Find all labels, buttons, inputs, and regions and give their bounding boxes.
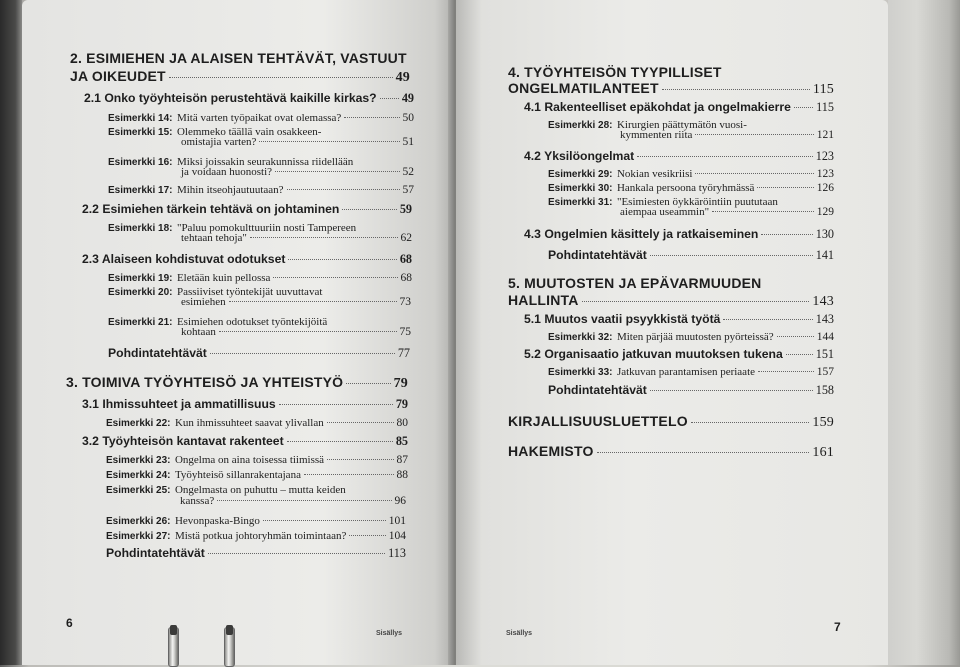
toc-entry-example-18[interactable] (181, 232, 412, 244)
page-number: 68 (400, 272, 412, 284)
page-number: 121 (816, 129, 834, 141)
page-number: 123 (815, 149, 834, 163)
example-text: Miten pärjää muutosten pyörteissä? (616, 331, 774, 343)
toc-entry-5-2[interactable] (524, 347, 834, 362)
toc-entry-pohdinta-5[interactable] (548, 383, 834, 398)
toc-entry-3-1[interactable] (82, 397, 408, 412)
toc-entry-example-28[interactable] (620, 129, 834, 141)
toc-entry-example-27[interactable] (106, 526, 406, 544)
example-label: Esimerkki 28: (548, 120, 613, 131)
example-text: esimiehen (181, 296, 226, 308)
example-label: Esimerkki 19: (108, 273, 173, 284)
example-text: tehtaan tehoja" (181, 232, 247, 244)
example-text: omistajia varten? (181, 136, 257, 148)
binder-clip (224, 627, 235, 667)
section-label: Pohdintatehtävät (548, 383, 647, 397)
chapter-4-title-line2: ONGELMATILANTEET (508, 80, 659, 96)
toc-entry-example-20[interactable] (181, 296, 411, 308)
example-text: Eletään kuin pellossa (176, 272, 271, 284)
toc-entry-4-2[interactable] (524, 149, 834, 164)
example-text: Jatkuvan parantamisen periaate (616, 366, 756, 378)
right-page (456, 0, 888, 665)
page-folio: 7 (834, 620, 841, 634)
example-label: Esimerkki 20: (108, 287, 173, 298)
page-number: 115 (812, 82, 834, 97)
toc-entry-pohdinta-2[interactable] (108, 346, 410, 361)
section-label: Pohdintatehtävät (108, 346, 207, 360)
example-text: Passiiviset työntekijät uuvuttavat (176, 286, 323, 298)
example-label: Esimerkki 17: (108, 185, 173, 196)
toc-entry-example-33[interactable] (548, 362, 834, 380)
toc-entry-pohdinta-3[interactable] (106, 546, 406, 561)
example-label: Esimerkki 25: (106, 485, 171, 496)
toc-entry-2-2[interactable] (82, 202, 412, 217)
page-number: 52 (402, 166, 414, 178)
dot-leader (650, 255, 813, 256)
dot-leader (279, 404, 393, 405)
section-label: 4.1 Rakenteelliset epäkohdat ja ongelmakierre (524, 100, 791, 114)
page-number: 49 (395, 70, 410, 85)
example-label: Esimerkki 33: (548, 367, 613, 378)
running-head: Sisällys (376, 630, 403, 637)
page-number: 68 (399, 252, 412, 266)
section-label: 3.2 Työyhteisön kantavat rakenteet (82, 434, 284, 448)
example-text: Miksi joissakin seurakunnissa riidellään (176, 156, 354, 168)
example-text: kymmenten riita (620, 129, 693, 141)
page-number: 126 (816, 182, 834, 194)
page-number: 104 (388, 530, 406, 542)
page-number: 73 (399, 296, 411, 308)
example-text: "Paluu pomokulttuuriin nosti Tampereen (176, 222, 357, 234)
toc-entry-example-32[interactable] (548, 327, 834, 345)
toc-entry-example-25[interactable] (180, 495, 406, 507)
toc-entry-5-1[interactable] (524, 312, 834, 327)
running-head: Sisällys (506, 630, 533, 637)
chapter-2-title-line1: 2. ESIMIEHEN JA ALAISEN TEHTÄVÄT, VASTUUT (70, 50, 407, 66)
toc-entry-2-1[interactable] (84, 91, 414, 106)
example-text: kohtaan (181, 326, 216, 338)
example-text: aiempaa useammin" (620, 206, 710, 218)
toc-entry-example-22[interactable] (106, 413, 408, 431)
page-number: 113 (388, 546, 406, 560)
example-text: Kirurgien päättymätön vuosi- (616, 119, 747, 131)
page-number: 49 (401, 91, 414, 105)
dot-leader (304, 474, 394, 475)
left-page (22, 0, 452, 665)
chapter-5-title-line1: 5. MUUTOSTEN JA EPÄVARMUUDEN (508, 275, 762, 291)
section-label: 2.1 Onko työyhteisön perustehtävä kaikille kirkas? (84, 91, 377, 105)
toc-entry-2-3[interactable] (82, 252, 412, 267)
example-text: Kun ihmissuhteet saavat ylivallan (174, 417, 324, 429)
dot-leader (210, 353, 395, 354)
dot-leader (229, 301, 397, 302)
toc-entry-4-1[interactable] (524, 100, 834, 115)
dot-leader (287, 441, 393, 442)
section-label: KIRJALLISUUSLUETTELO (508, 413, 688, 429)
page-number: 101 (388, 515, 406, 527)
toc-entry-example-15[interactable] (181, 136, 414, 148)
page-number: 144 (816, 331, 834, 343)
example-text: Hankala persoona työryhmässä (616, 182, 755, 194)
toc-entry-example-31[interactable] (620, 206, 834, 218)
dot-leader (637, 156, 813, 157)
example-label: Esimerkki 15: (108, 127, 173, 138)
toc-entry-chapter-3[interactable] (66, 374, 408, 392)
section-label: 5.2 Organisaatio jatkuvan muutoksen tukena (524, 347, 783, 361)
example-text: "Esimiesten öykkäröintiin puututaan (616, 196, 778, 208)
page-number: 161 (812, 445, 834, 460)
page-number: 62 (400, 232, 412, 244)
section-label: 2.3 Alaiseen kohdistuvat odotukset (82, 252, 286, 266)
example-label: Esimerkki 24: (106, 470, 171, 481)
book-cover-edge (0, 0, 22, 665)
example-label: Esimerkki 32: (548, 332, 613, 343)
example-label: Esimerkki 29: (548, 169, 613, 180)
dot-leader (662, 89, 810, 90)
dot-leader (287, 189, 400, 190)
dot-leader (169, 77, 393, 78)
dot-leader (712, 211, 814, 212)
example-text: Mistä potkua johtoryhmän toimintaan? (174, 530, 347, 542)
section-label: 5.1 Muutos vaatii psyykkistä työtä (524, 312, 721, 326)
example-text: Nokian vesikriisi (616, 168, 693, 180)
page-number: 50 (402, 112, 414, 124)
page-number: 115 (816, 100, 834, 114)
page-number: 75 (399, 326, 411, 338)
toc-entry-chapter-4[interactable] (508, 80, 834, 98)
example-label: Esimerkki 21: (108, 317, 173, 328)
page-number: 80 (396, 417, 408, 429)
toc-entry-chapter-2[interactable] (70, 68, 410, 86)
section-label: HAKEMISTO (508, 443, 594, 459)
example-text: Esimiehen odotukset työntekijöitä (176, 316, 328, 328)
toc-entry-kirjallisuusluettelo[interactable] (508, 413, 834, 431)
page-number: 79 (395, 397, 408, 411)
example-label: Esimerkki 26: (106, 516, 171, 527)
page-number: 77 (397, 346, 410, 360)
page-number: 143 (812, 294, 834, 309)
dot-leader (695, 134, 813, 135)
dot-leader (327, 422, 394, 423)
page-number: 57 (402, 184, 414, 196)
dot-leader (288, 259, 396, 260)
dot-leader (582, 301, 810, 302)
dot-leader (349, 535, 385, 536)
page-number: 88 (396, 469, 408, 481)
toc-entry-example-16[interactable] (181, 166, 414, 178)
example-label: Esimerkki 31: (548, 197, 613, 208)
page-number: 85 (395, 434, 408, 448)
dot-leader (691, 422, 810, 423)
dot-leader (259, 141, 399, 142)
dot-leader (380, 98, 399, 99)
table-surface (888, 0, 960, 665)
dot-leader (650, 390, 813, 391)
chapter-2-title-line2: JA OIKEUDET (70, 68, 166, 84)
dot-leader (217, 500, 391, 501)
example-text: Ongelma on aina toisessa tiimissä (174, 454, 325, 466)
example-label: Esimerkki 27: (106, 531, 171, 542)
dot-leader (263, 520, 386, 521)
dot-leader (273, 277, 397, 278)
section-label: 4.2 Yksilöongelmat (524, 149, 635, 163)
dot-leader (794, 107, 813, 108)
example-label: Esimerkki 14: (108, 113, 173, 124)
toc-entry-4-3[interactable] (524, 227, 834, 242)
toc-entry-example-21[interactable] (181, 326, 411, 338)
toc-entry-3-2[interactable] (82, 434, 408, 449)
dot-leader (342, 209, 396, 210)
dot-leader (327, 459, 393, 460)
toc-entry-hakemisto[interactable] (508, 443, 834, 461)
page-number: 59 (399, 202, 412, 216)
toc-entry-chapter-5[interactable] (508, 292, 834, 310)
section-label: 2.2 Esimiehen tärkein tehtävä on johtaminen (82, 202, 340, 216)
page-number: 151 (815, 347, 834, 361)
page-number: 141 (815, 248, 834, 262)
dot-leader (346, 383, 390, 384)
dot-leader (761, 234, 812, 235)
dot-leader (344, 117, 399, 118)
section-label: Pohdintatehtävät (548, 248, 647, 262)
example-label: Esimerkki 23: (106, 455, 171, 466)
example-text: Olemmeko täällä vain osakkeen- (176, 126, 322, 138)
toc-entry-pohdinta-4[interactable] (548, 248, 834, 263)
dot-leader (758, 371, 814, 372)
chapter-4-title-line1: 4. TYÖYHTEISÖN TYYPILLISET (508, 64, 722, 80)
section-label: Pohdintatehtävät (106, 546, 205, 560)
page-number: 79 (393, 376, 408, 391)
example-text: Mihin itseohjautuutaan? (176, 184, 284, 196)
example-text: Työyhteisö sillanrakentajana (174, 469, 301, 481)
example-text: Ongelmasta on puhuttu – mutta keiden (174, 484, 346, 496)
page-number: 51 (402, 136, 414, 148)
example-text: Mitä varten työpaikat ovat olemassa? (176, 112, 342, 124)
dot-leader (777, 336, 814, 337)
page-number: 158 (815, 383, 834, 397)
example-text: ja voidaan huonosti? (181, 166, 273, 178)
section-label: 4.3 Ongelmien käsittely ja ratkaiseminen (524, 227, 759, 241)
example-label: Esimerkki 18: (108, 223, 173, 234)
example-text: kanssa? (180, 495, 215, 507)
page-number: 123 (816, 168, 834, 180)
section-label: 3.1 Ihmissuhteet ja ammatillisuus (82, 397, 276, 411)
page-number: 96 (394, 495, 406, 507)
page-number: 87 (396, 454, 408, 466)
example-label: Esimerkki 16: (108, 157, 173, 168)
example-text: Hevonpaska-Bingo (174, 515, 260, 527)
page-number: 129 (816, 206, 834, 218)
dot-leader (250, 237, 398, 238)
dot-leader (757, 187, 813, 188)
dot-leader (275, 171, 399, 172)
dot-leader (219, 331, 397, 332)
example-label: Esimerkki 22: (106, 418, 171, 429)
page-folio: 6 (66, 616, 73, 630)
dot-leader (786, 354, 813, 355)
chapter-3-title: 3. TOIMIVA TYÖYHTEISÖ JA YHTEISTYÖ (66, 374, 344, 390)
dot-leader (723, 319, 812, 320)
dot-leader (208, 553, 385, 554)
chapter-5-title-line2: HALLINTA (508, 292, 579, 308)
binder-clip (168, 627, 179, 667)
dot-leader (597, 452, 810, 453)
page-number: 157 (816, 366, 834, 378)
toc-entry-example-17[interactable] (108, 180, 414, 198)
page-number: 159 (812, 415, 834, 430)
dot-leader (695, 173, 813, 174)
page-number: 130 (815, 227, 834, 241)
example-label: Esimerkki 30: (548, 183, 613, 194)
page-number: 143 (815, 312, 834, 326)
